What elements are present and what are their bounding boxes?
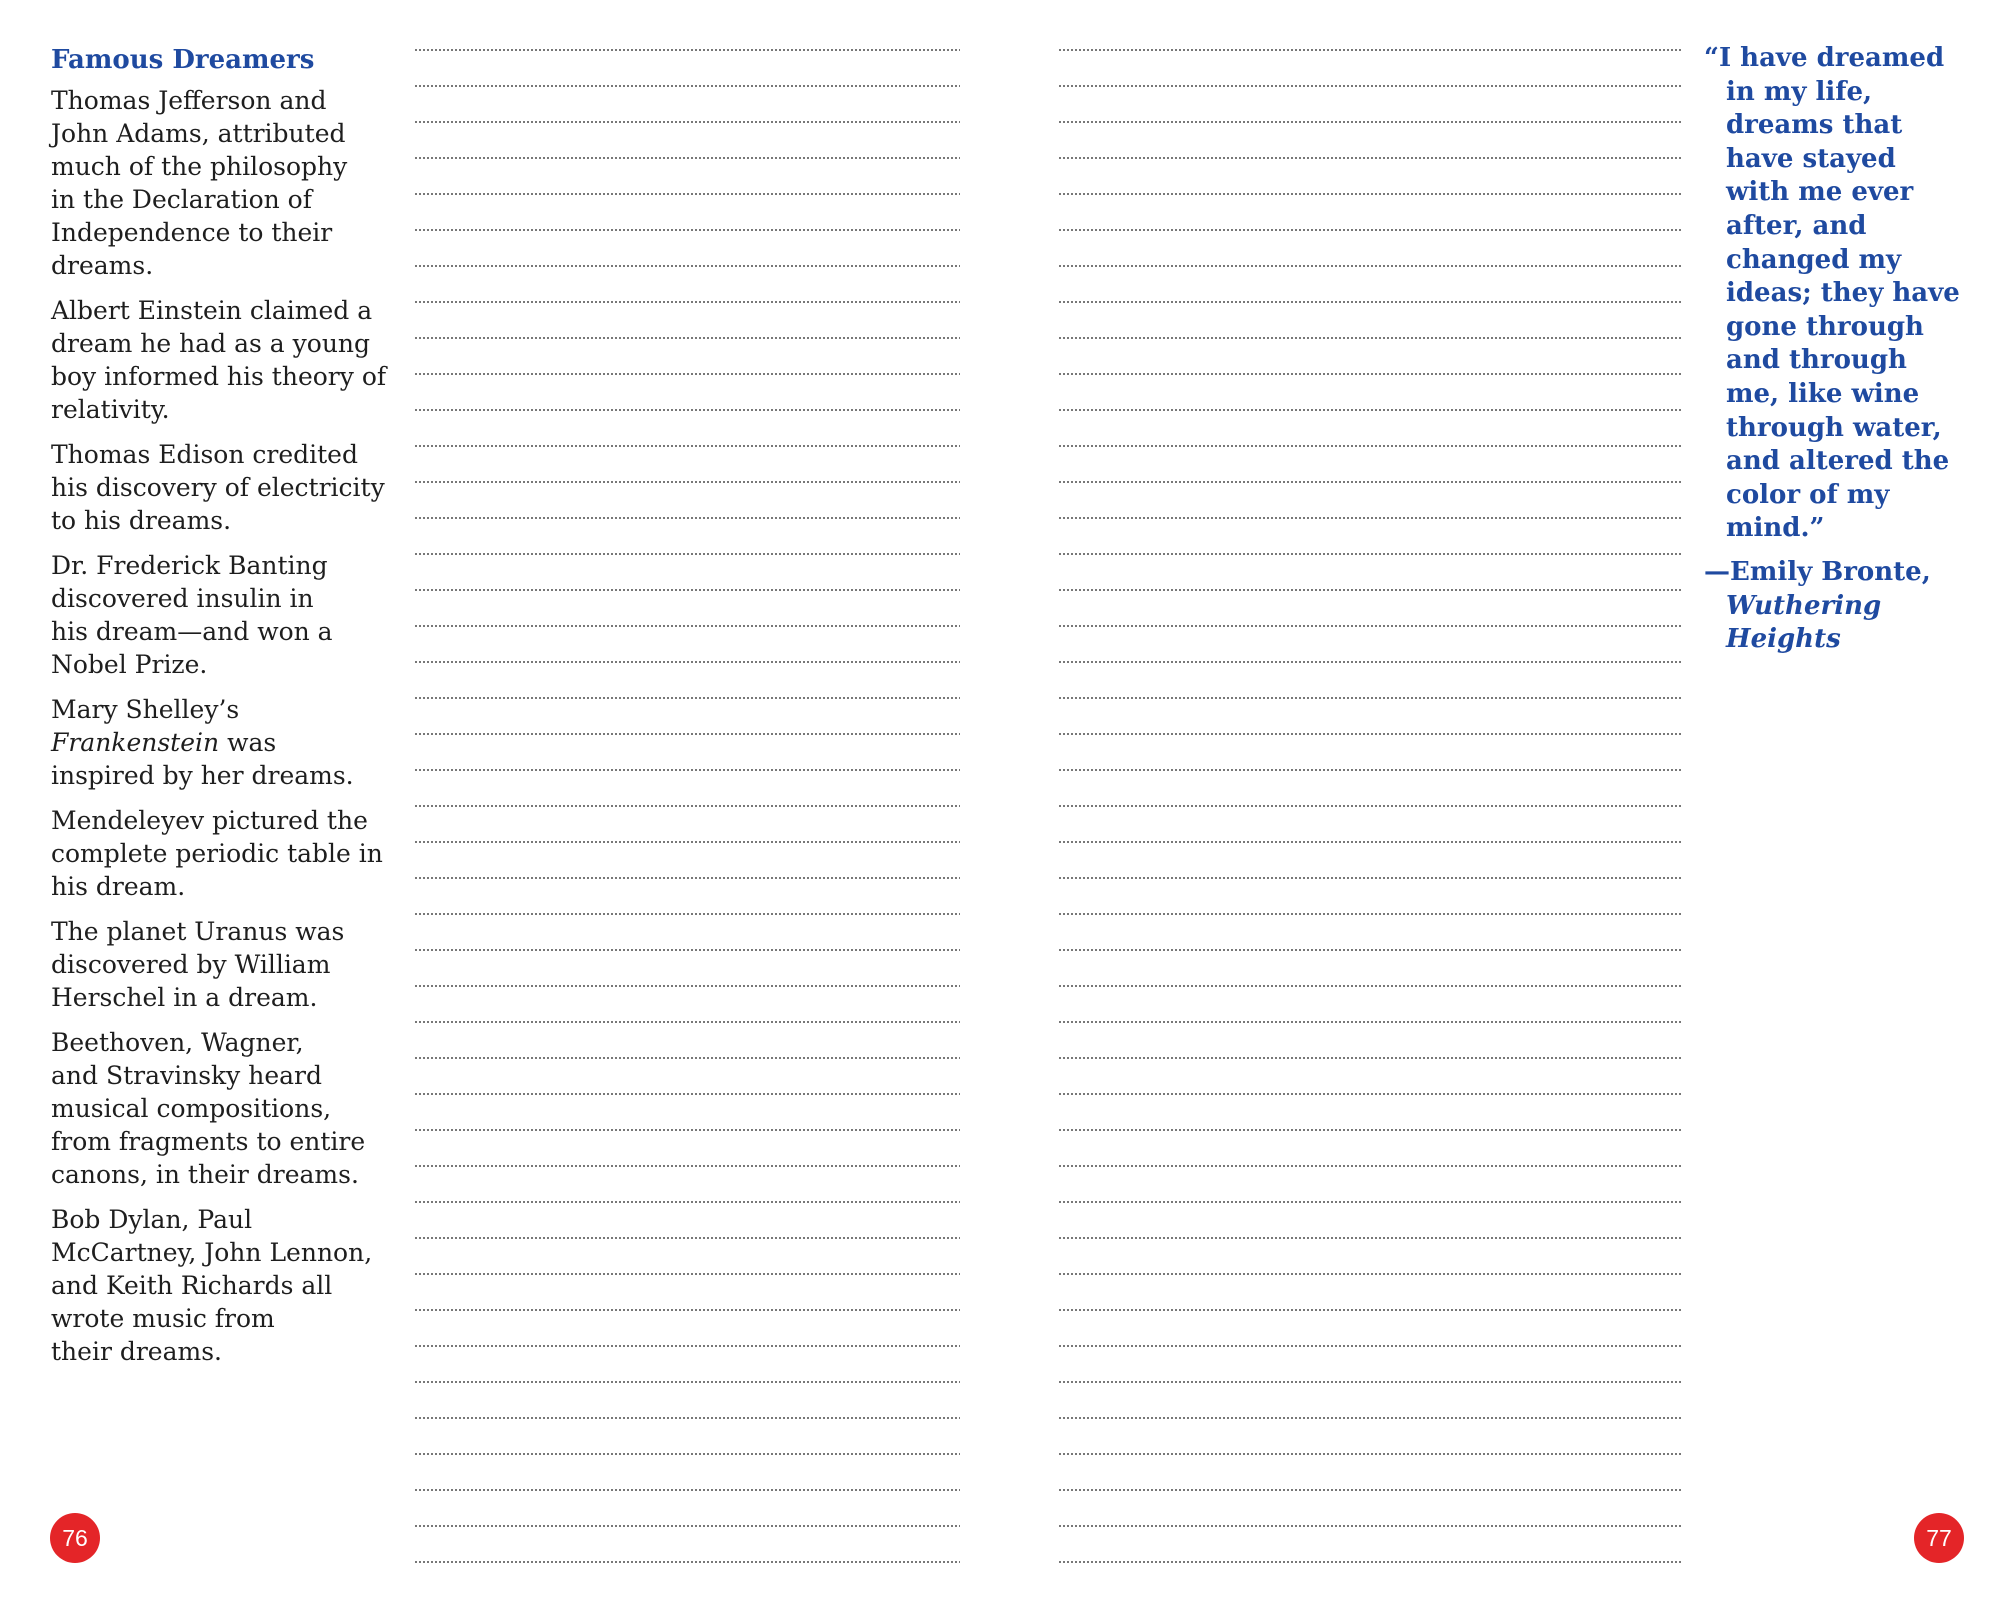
dotted-writing-line: [414, 949, 960, 951]
fact-paragraph: Mendeleyev pictured the complete periodic table in his dream.: [51, 806, 383, 901]
dotted-writing-line: [414, 193, 960, 195]
dotted-writing-line: [1058, 913, 1682, 915]
dotted-writing-line: [414, 121, 960, 123]
quote-author: —Emily Bronte,: [1704, 556, 1931, 587]
dotted-writing-line: [1058, 1381, 1682, 1383]
dotted-writing-line: [1058, 265, 1682, 267]
dotted-writing-line: [1058, 1093, 1682, 1095]
dotted-writing-line: [1058, 409, 1682, 411]
dotted-writing-line: [1058, 625, 1682, 627]
dotted-writing-line: [1058, 697, 1682, 699]
pull-quote: [1704, 42, 1996, 657]
fact-paragraph: Beethoven, Wagner, and Stravinsky heard musical compositions, from fragments to entire canons, in their dreams.: [51, 1028, 366, 1189]
dotted-writing-line: [1058, 553, 1682, 555]
dotted-writing-line: [1058, 121, 1682, 123]
fact-paragraph: Bob Dylan, Paul McCartney, John Lennon, and Keith Richards all wrote music from their dreams.: [51, 1205, 373, 1366]
dotted-writing-line: [1058, 1057, 1682, 1059]
dotted-writing-line: [414, 1345, 960, 1347]
dotted-writing-line: [414, 157, 960, 159]
dotted-writing-line: [414, 1093, 960, 1095]
dotted-writing-line: [414, 409, 960, 411]
dotted-writing-line: [1058, 661, 1682, 663]
dotted-writing-line: [414, 49, 960, 51]
fact-text: Mary Shelley’s: [51, 695, 240, 724]
quote-attribution: [1704, 556, 1996, 657]
page-number-badge: 77: [1914, 1513, 1964, 1563]
fact-paragraph: The planet Uranus was discovered by William Herschel in a dream.: [51, 917, 345, 1012]
dotted-writing-line: [1058, 1525, 1682, 1527]
dotted-writing-line: [414, 1525, 960, 1527]
dotted-writing-line: [414, 625, 960, 627]
dotted-writing-line: [1058, 841, 1682, 843]
dotted-writing-line: [1058, 1273, 1682, 1275]
dotted-writing-line: [414, 589, 960, 591]
dotted-writing-line: [414, 1129, 960, 1131]
dotted-writing-line: [1058, 337, 1682, 339]
fact-paragraph: Albert Einstein claimed a dream he had as a young boy informed his theory of relativity.: [51, 296, 387, 424]
dotted-writing-line: [414, 985, 960, 987]
dotted-writing-line: [1058, 1129, 1682, 1131]
fact-paragraph: Thomas Jefferson and John Adams, attributed much of the philosophy in the Declaration of Independence to their dreams.: [51, 86, 348, 280]
dotted-writing-line: [414, 769, 960, 771]
dotted-writing-line: [414, 301, 960, 303]
dotted-writing-line: [414, 1201, 960, 1203]
dotted-writing-line: [414, 1021, 960, 1023]
dotted-writing-line: [414, 1489, 960, 1491]
dotted-writing-line: [1058, 1345, 1682, 1347]
writing-lines-right: [1058, 49, 1682, 1597]
dotted-writing-line: [1058, 229, 1682, 231]
section-title: Famous Dreamers: [51, 45, 315, 75]
dotted-writing-line: [414, 337, 960, 339]
dotted-writing-line: [1058, 805, 1682, 807]
dotted-writing-line: [414, 1237, 960, 1239]
dotted-writing-line: [1058, 445, 1682, 447]
fact-paragraph: Thomas Edison credited his discovery of electricity to his dreams.: [51, 440, 385, 535]
dotted-writing-line: [414, 877, 960, 879]
dotted-writing-line: [1058, 1453, 1682, 1455]
dotted-writing-line: [414, 1561, 960, 1563]
dotted-writing-line: [1058, 1489, 1682, 1491]
dotted-writing-line: [1058, 517, 1682, 519]
dotted-writing-line: [1058, 877, 1682, 879]
dotted-writing-line: [414, 85, 960, 87]
dotted-writing-line: [1058, 1309, 1682, 1311]
dotted-writing-line: [1058, 301, 1682, 303]
dotted-writing-line: [414, 445, 960, 447]
dotted-writing-line: [1058, 1201, 1682, 1203]
fact-paragraph: [51, 693, 396, 792]
dotted-writing-line: [1058, 1237, 1682, 1239]
dotted-writing-line: [1058, 157, 1682, 159]
dotted-writing-line: [414, 1381, 960, 1383]
dotted-writing-line: [414, 1453, 960, 1455]
book-title-italic: Frankenstein: [51, 728, 220, 757]
quote-text: “I have dreamed in my life, dreams that have stayed with me ever after, and changed my ideas; they have gone through and through me, like wine through water, and altered the color of my mind.”: [1704, 43, 1960, 544]
dotted-writing-line: [1058, 985, 1682, 987]
quote-work-title: Wuthering Heights: [1726, 590, 1882, 655]
dotted-writing-line: [414, 1309, 960, 1311]
dotted-writing-line: [1058, 49, 1682, 51]
dotted-writing-line: [414, 1417, 960, 1419]
dotted-writing-line: [414, 661, 960, 663]
dotted-writing-line: [1058, 1561, 1682, 1563]
dotted-writing-line: [414, 229, 960, 231]
dotted-writing-line: [414, 733, 960, 735]
dotted-writing-line: [414, 553, 960, 555]
famous-dreamers-sidebar: [51, 42, 396, 1380]
dotted-writing-line: [414, 1165, 960, 1167]
dotted-writing-line: [414, 1057, 960, 1059]
dotted-writing-line: [1058, 481, 1682, 483]
dotted-writing-line: [1058, 1021, 1682, 1023]
dotted-writing-line: [1058, 589, 1682, 591]
dotted-writing-line: [414, 265, 960, 267]
dotted-writing-line: [414, 841, 960, 843]
dotted-writing-line: [414, 517, 960, 519]
dotted-writing-line: [1058, 193, 1682, 195]
page-number-badge: 76: [50, 1513, 100, 1563]
dotted-writing-line: [1058, 373, 1682, 375]
fact-paragraph: Dr. Frederick Banting discovered insulin in his dream—and won a Nobel Prize.: [51, 551, 333, 679]
dotted-writing-line: [1058, 769, 1682, 771]
dotted-writing-line: [1058, 949, 1682, 951]
dotted-writing-line: [414, 697, 960, 699]
dotted-writing-line: [1058, 85, 1682, 87]
dotted-writing-line: [414, 481, 960, 483]
dotted-writing-line: [1058, 733, 1682, 735]
dotted-writing-line: [1058, 1165, 1682, 1167]
fact-text: was inspired by her dreams.: [51, 728, 354, 790]
dotted-writing-line: [414, 373, 960, 375]
dotted-writing-line: [414, 805, 960, 807]
writing-lines-left: [414, 49, 960, 1597]
dotted-writing-line: [414, 1273, 960, 1275]
dotted-writing-line: [1058, 1417, 1682, 1419]
dotted-writing-line: [414, 913, 960, 915]
